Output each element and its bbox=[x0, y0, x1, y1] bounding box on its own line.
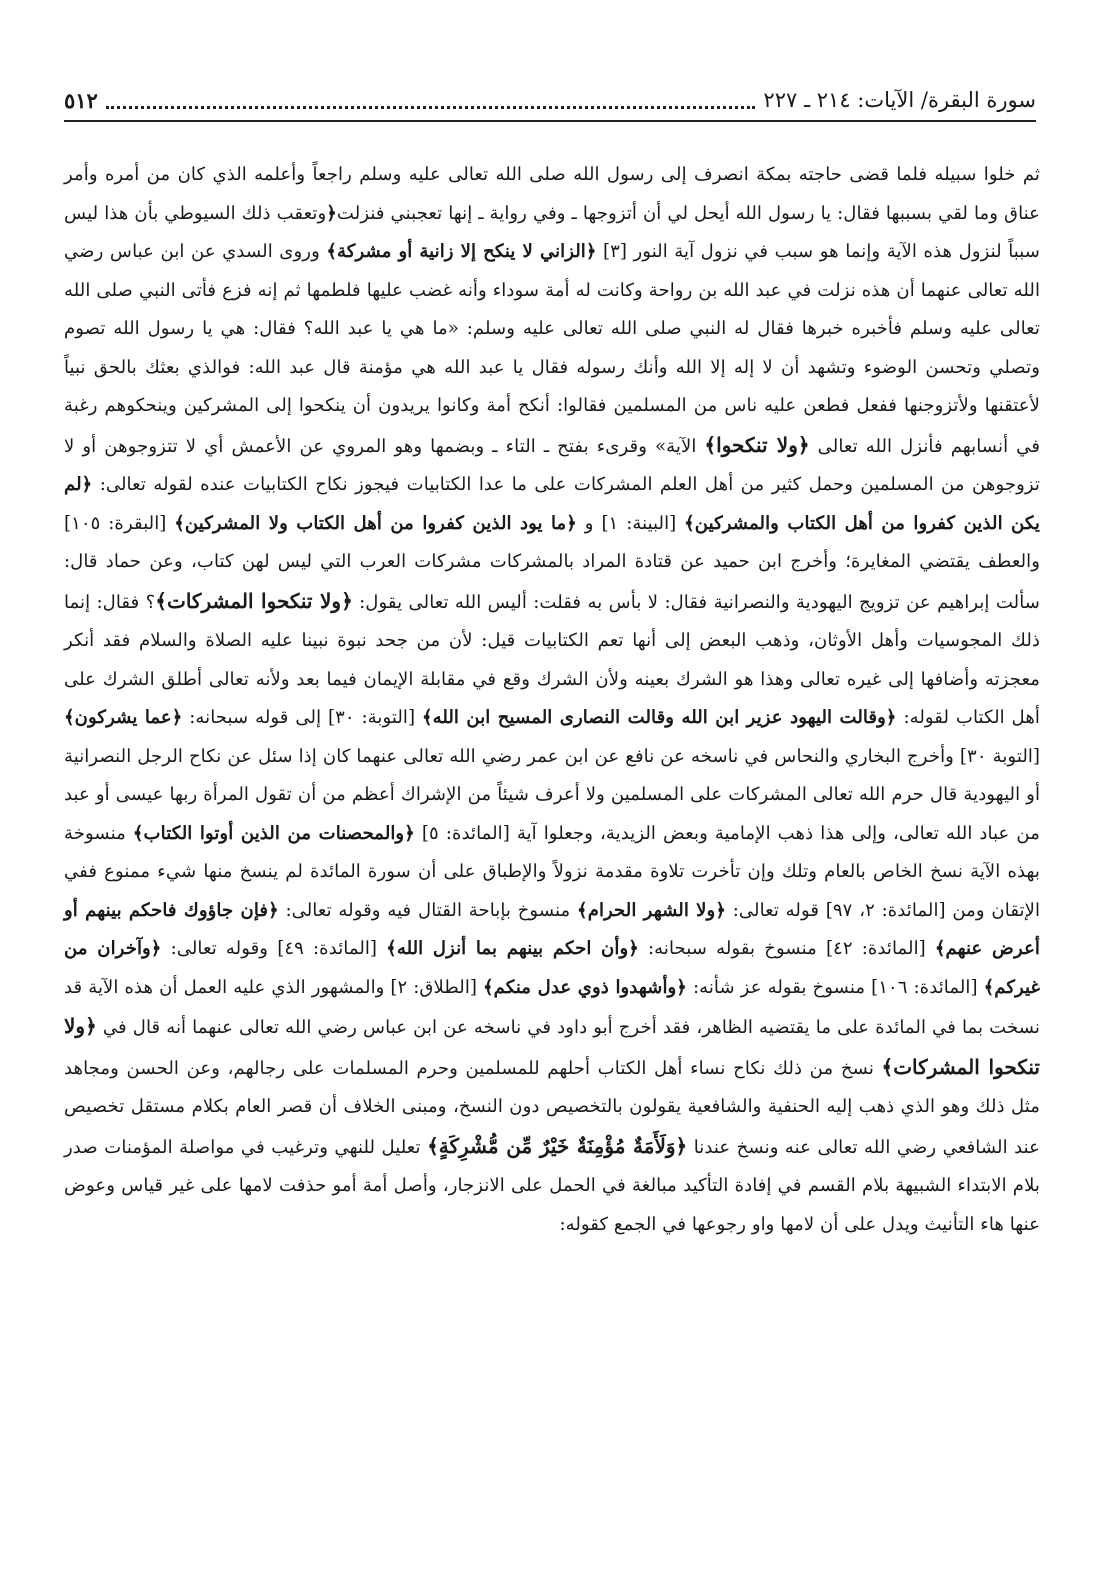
quran-quote: ﴿وَلَأَمَةٌ مُؤْمِنَةٌ خَيْرٌ مِّن مُّشْرِكَةٍ﴾ bbox=[427, 1133, 688, 1158]
quran-quote: ﴿ولا الشهر الحرام﴾ bbox=[577, 899, 726, 921]
text-run: [المائدة: ٤٩] وقوله تعالى: bbox=[161, 938, 387, 959]
quran-quote: ﴿ولا تنكحوا المشركات﴾ bbox=[64, 1014, 1040, 1079]
quran-quote: ﴿والمحصنات من الذين أوتوا الكتاب﴾ bbox=[132, 822, 415, 844]
quran-quote: ﴿وأن احكم بينهم بما أنزل الله﴾ bbox=[386, 938, 639, 959]
quran-quote: ﴿وأشهدوا ذوي عدل منكم﴾ bbox=[483, 976, 687, 998]
quran-quote: ﴿عما يشركون﴾ bbox=[64, 707, 183, 728]
quran-quote: ﴿فإن جاؤوك فاحكم بينهم أو أعرض عنهم﴾ bbox=[64, 899, 1040, 959]
text-run: وتعقب ذلك السيوطي بأن هذا ليس سبباً لنزول هذه الآية وإنما هو سبب في نزول آية النور [٣] bbox=[64, 202, 1040, 262]
quran-quote: ﴿لم يكن الذين كفروا من أهل الكتاب والمشركين﴾ bbox=[64, 474, 1040, 534]
page-number: ٥١٢ bbox=[64, 87, 98, 113]
text-run: [الطلاق: ٢] والمشهور الذي عليه العمل أن هذه الآية قد نسخت بما في المائدة على ما يقتضيه الظاهر، فقد أخرج أبو داود في ناسخه عن ابن عباس رضي الله تعالى عنهما أنه قال في bbox=[64, 976, 1040, 1038]
text-run: نسخ من ذلك نكاح نساء أهل الكتاب أحلهم للمسلمين وحرم المسلمات على رجالهم، وعن الحسن ومجاهد مثل ذلك وهو الذي ذهب إليه الحنفية والشافعية يقولون بالتخصيص دون النسخ، ومبنى الخلاف أن قصر العام بكلام مستقل تخصيص عند الشافعي رضي الله تعالى عنه ونسخ عندنا bbox=[64, 1057, 1040, 1158]
header-title: سورة البقرة/ الآيات: ٢١٤ ـ ٢٢٧ bbox=[763, 88, 1036, 112]
text-run: ثم خلوا سبيله فلما قضى حاجته بمكة انصرف إلى رسول الله صلى الله تعالى عليه وسلم راجعاً وأعلمه الذي كان من أمره وأمر عناق وما لقي بسببها فقال: يا رسول الله أيحل لي أن أتزوجها ـ وفي رواية ـ إنها تعجبني فنزلت bbox=[64, 164, 1040, 224]
quran-quote: ﴿ bbox=[326, 202, 337, 224]
text-run: [المائدة: ١٠٦] منسوخ بقوله عز شأنه: bbox=[686, 976, 984, 998]
quran-quote: ﴿ولا تنكحوا المشركات﴾ bbox=[155, 588, 353, 613]
text-run: منسوخة بهذه الآية نسخ الخاص بالعام وتلك وإن تأخرت تلاوة مقدمة نزولاً والإطباق على أن سورة المائدة لم ينسخ منها شيء ممنوع ففي الإتقان ومن [المائدة: ٢، ٩٧] قوله تعالى: bbox=[64, 822, 1041, 921]
text-run: تعليل للنهي وترغيب في مواصلة المؤمنات صدر بلام الابتداء الشبيهة بلام القسم في إفادة التأكيد مبالغة في الحمل على الانزجار، وأصل أمة أمو حذفت لامها على غير قياس وعوض عنها هاء التأنيث ويدل على أن لامها واو رجوعها في الجمع كقوله: bbox=[64, 1136, 1040, 1235]
text-run: [التوبة ٣٠] وأخرج البخاري والنحاس في ناسخه عن نافع عن ابن عمر رضي الله تعالى عنهما كان إذا سئل عن نكاح الرجل النصرانية أو اليهودية قال حرم الله تعالى المشركات على المسلمين ولا أعرف شيئاً من الإشراك أعظم من أن تقول المرأة ربها عيسى أو عبد من عباد الله تعالى، وإلى هذا ذهب الإمامية وبعض الزيدية، وجعلوا آية [المائدة: ٥] bbox=[64, 745, 1041, 844]
paragraph bbox=[64, 156, 1040, 1244]
quran-quote: ﴿الزاني لا ينكح إلا زانية أو مشركة﴾ bbox=[326, 241, 597, 262]
text-run: [البقرة: ١٠٥] والعطف يقتضي المغايرة؛ وأخرج ابن حميد عن قتادة المراد بالمشركات مشركات العرب التي ليس لهن كتاب، وعن حماد قال: سألت إبراهيم عن تزويج اليهودية والنصرانية فقال: لا بأس به فقلت: أليس الله تعالى يقول: bbox=[64, 512, 1041, 613]
text-run: [المائدة: ٤٢] منسوخ بقوله سبحانه: bbox=[638, 938, 935, 959]
body-text bbox=[64, 156, 1040, 1244]
text-run: ؟ فقال: إنما ذلك المجوسيات وأهل الأوثان، وذهب البعض إلى أنها تعم الكتابيات قيل: لأن من جحد نبوة نبينا عليه الصلاة والسلام فقد أنكر معجزته وأضافها إلى غيره تعالى وهذا هو الشرك بعينه ولأن الشرك وقع في مقابلة الإيمان فيما بعد ولأنه تعالى أطلق الشرك على أهل الكتاب لقوله: bbox=[64, 591, 1040, 728]
header-leader-dots bbox=[106, 92, 756, 109]
running-header bbox=[64, 80, 1036, 122]
text-run: [التوبة: ٣٠] إلى قوله سبحانه: bbox=[182, 707, 422, 728]
quran-quote: ﴿وآخران من غيركم﴾ bbox=[64, 938, 1041, 998]
text-run: منسوخ بإباحة القتال فيه وقوله تعالى: bbox=[278, 899, 578, 921]
quran-quote: ﴿ولا تنكحوا﴾ bbox=[704, 432, 810, 457]
text-run: الآية» وقرىء بفتح ـ التاء ـ وبضمها وهو المروي عن الأعمش أي لا تتزوجوهن أو لا تزوجوهن من المسلمين وحمل كثير من أهل العلم المشركات على ما عدا الكتابيات فيجوز نكاح الكتابيات عنده لقوله تعالى: bbox=[64, 435, 1040, 495]
text-run: [البينة: ١] و bbox=[576, 512, 685, 534]
quran-quote: ﴿وقالت اليهود عزير ابن الله وقالت النصارى المسيح ابن الله﴾ bbox=[421, 707, 897, 728]
text-run: وروى السدي عن ابن عباس رضي الله تعالى عنهما أن هذه نزلت في عبد الله بن رواحة وكانت له أمة سوداء وأنه غضب عليها فلطمها ثم إنه فزع فأتى النبي صلى الله تعالى عليه وسلم فأخبره خبرها فقال له النبي صلى الله تعالى عليه وسلم: «ما هي يا عبد الله؟ فقال: هي يا رسول الله تصوم وتصلي وتحسن الوضوء وتشهد أن لا إله إلا الله وأنك رسوله فقال يا عبد الله هي مؤمنة قال عبد الله: فوالذي بعثك بالحق نبياً لأعتقنها ولأتزوجنها ففعل فطعن عليه ناس من المسلمين فقالوا: أنكح أمة وكانوا يريدون أن ينكحوا إلى المشركين وينحكوهم رغبة في أنسابهم فأنزل الله تعالى bbox=[64, 241, 1041, 457]
quran-quote: ﴿ما يود الذين كفروا من أهل الكتاب ولا المشركين﴾ bbox=[174, 512, 577, 534]
